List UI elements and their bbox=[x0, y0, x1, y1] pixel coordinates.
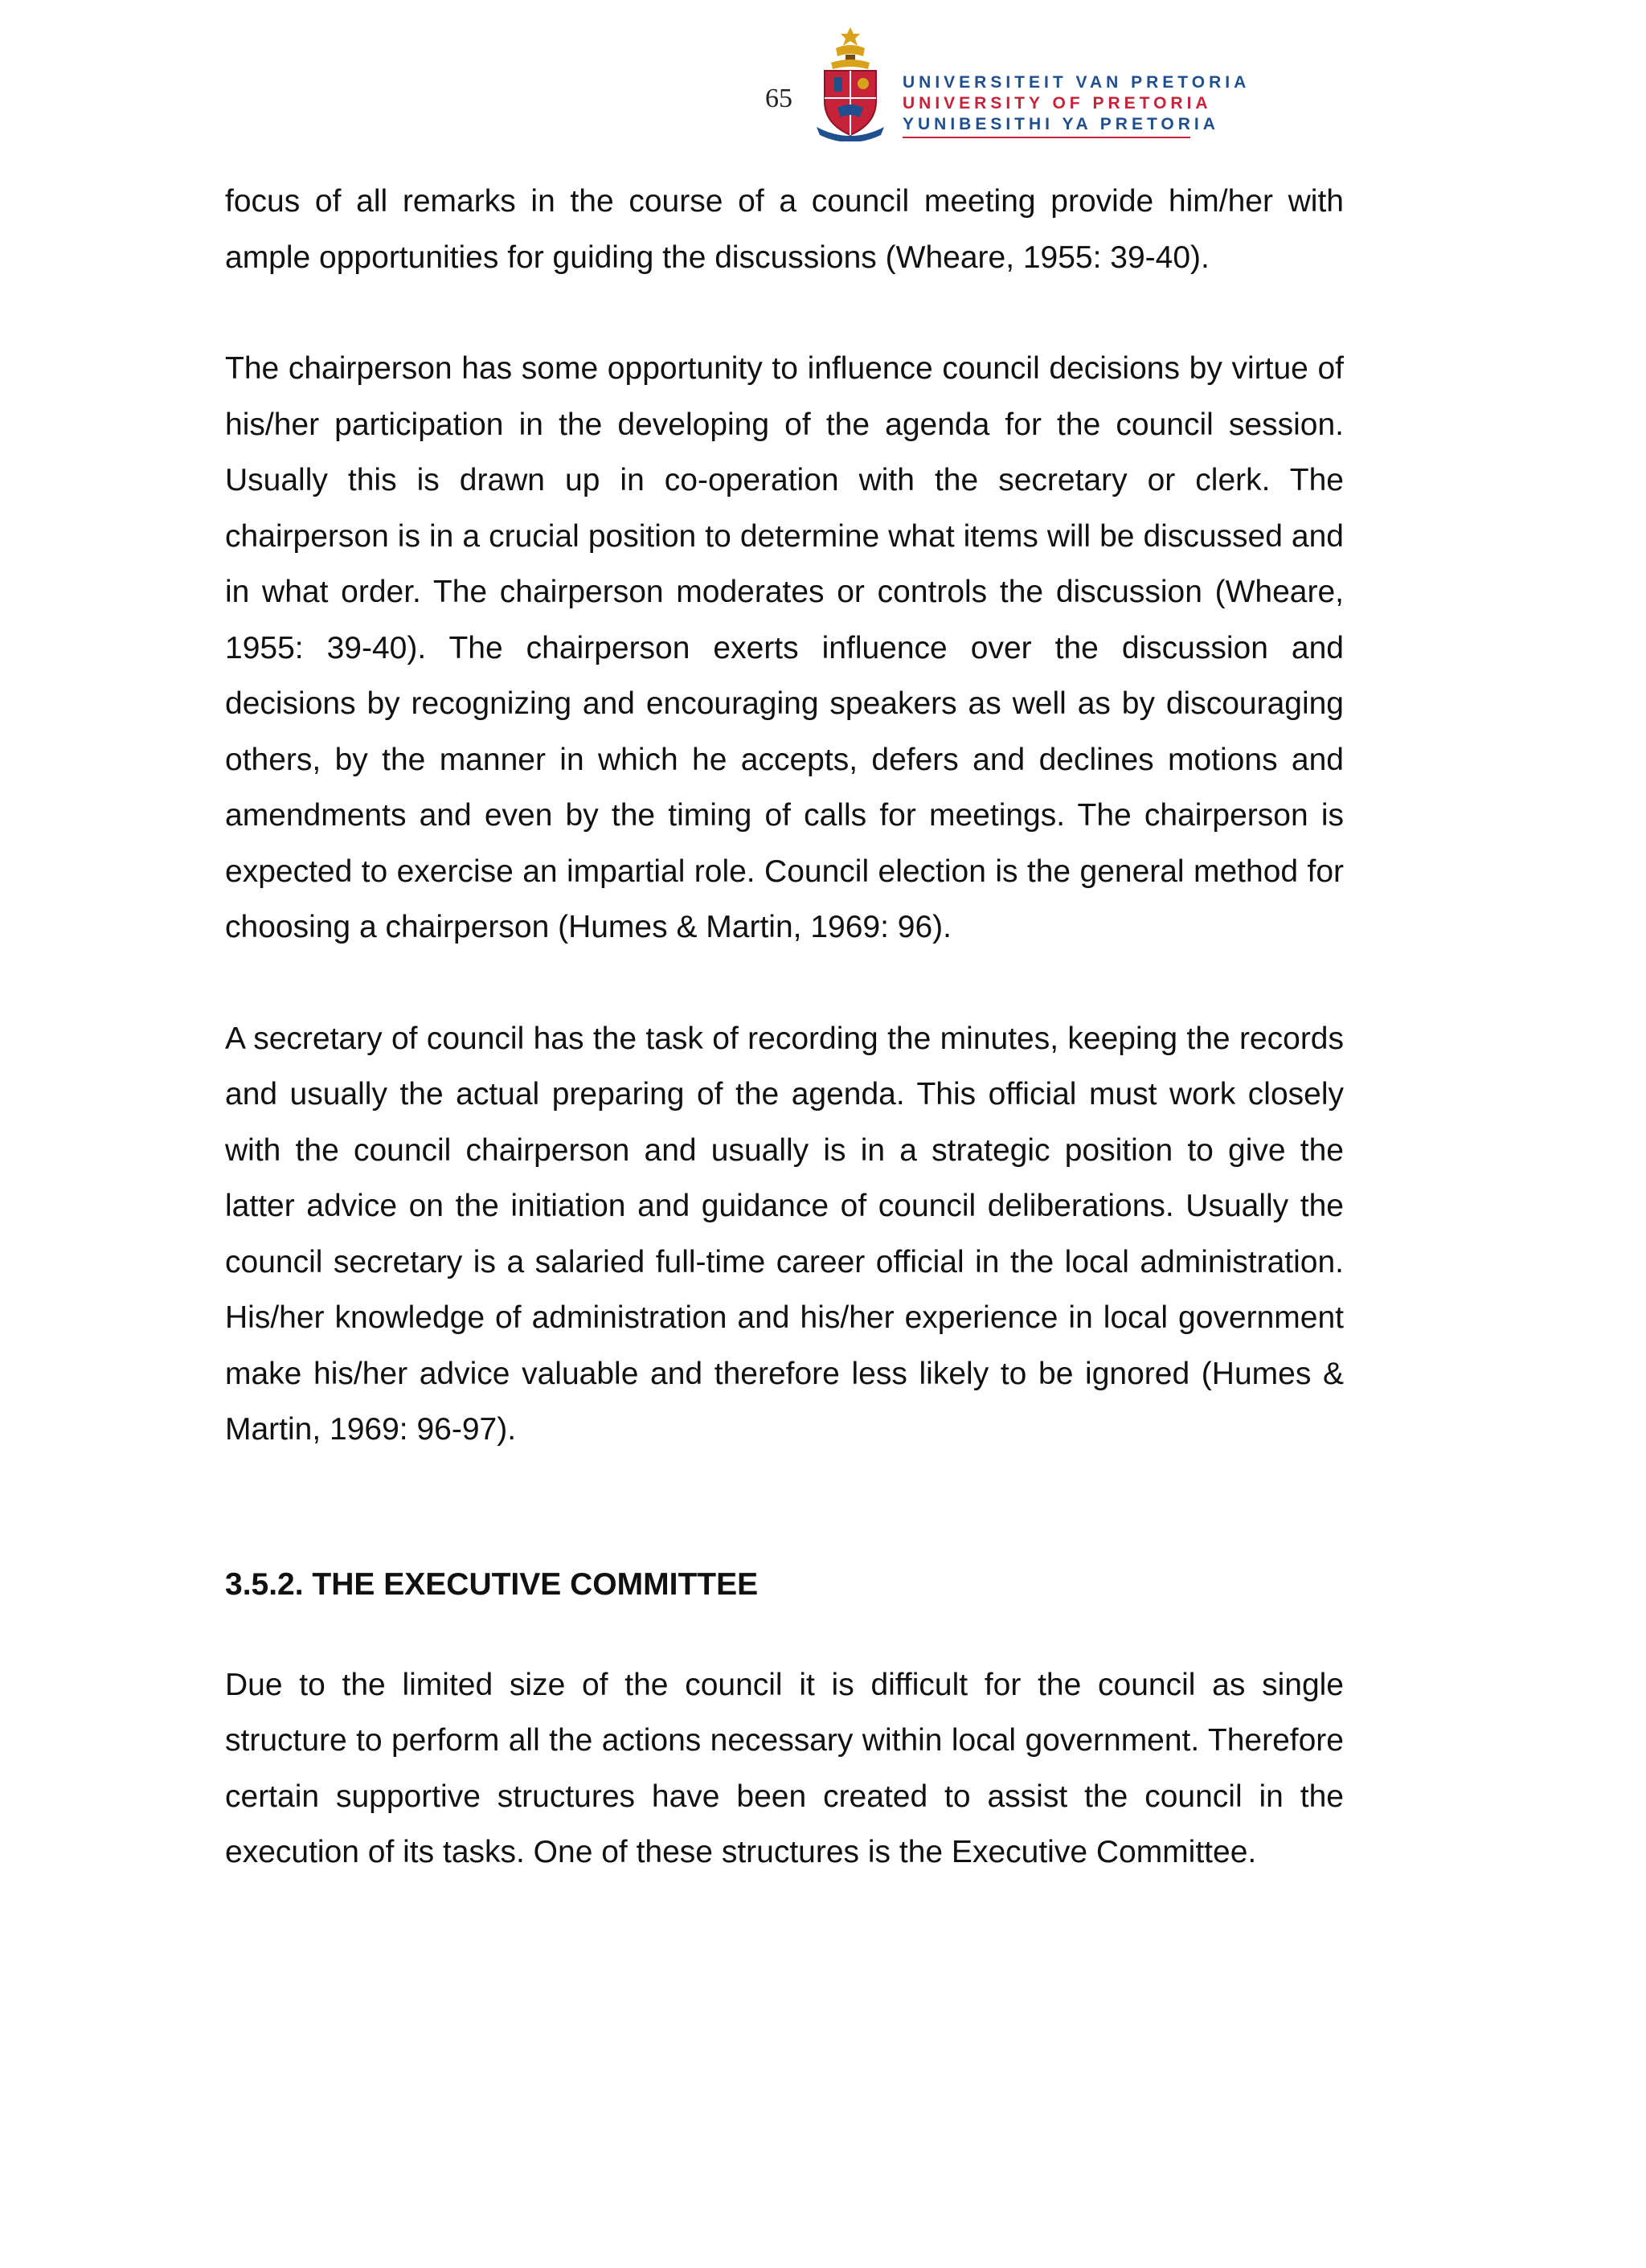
body-paragraph: focus of all remarks in the course of a council meeting provide him/her with ample opportunities for guiding the discussions (Wheare, 1955: 39-40). bbox=[225, 184, 1344, 275]
page-body bbox=[225, 174, 1344, 1881]
section-paragraph: Due to the limited size of the council it is difficult for the council as single structure to perform all the actions necessary within local government. Therefore certain supportive structures have been created to assist the council in the execution of its tasks. One of these structures is the Executive Committee. bbox=[225, 1667, 1344, 1869]
university-name-sepedi: YUNIBESITHI YA PRETORIA bbox=[903, 115, 1219, 133]
university-name-block bbox=[903, 72, 1250, 135]
body-paragraph: The chairperson has some opportunity to influence council decisions by virtue of his/her participation in the developing of the agenda for the council session. Usually this is drawn up in co-operation with the secretary or clerk. The chairperson is in a crucial position to determine what items will be discussed and in what order. The chairperson moderates or controls the discussion (Wheare, 1955: 39-40). The chairperson exerts influence over the discussion and decisions by recognizing and encouraging speakers as well as by discouraging others, by the manner in which he accepts, defers and declines motions and amendments and even by the timing of calls for meetings. The chairperson is expected to exercise an impartial role. Council election is the general method for choosing a chairperson (Humes & Martin, 1969: 96). bbox=[225, 351, 1344, 944]
header-divider bbox=[903, 137, 1190, 138]
university-name-afrikaans: UNIVERSITEIT VAN PRETORIA bbox=[903, 73, 1251, 92]
university-name-english: UNIVERSITY OF PRETORIA bbox=[903, 94, 1212, 113]
body-paragraph: A secretary of council has the task of recording the minutes, keeping the records and usually the actual preparing of the agenda. This official must work closely with the council chairperson and usually is in a strategic position to give the latter advice on the initiation and guidance of council deliberations. Usually the council secretary is a salaried full-time career official in the local administration. His/her knowledge of administration and his/her experience in local government make his/her advice valuable and therefore less likely to be ignored (Humes & Martin, 1969: 96-97). bbox=[225, 1021, 1344, 1447]
section-heading: 3.5.2. THE EXECUTIVE COMMITTEE bbox=[225, 1566, 759, 1602]
page-number: 65 bbox=[765, 84, 792, 113]
university-crest-logo bbox=[813, 24, 887, 141]
